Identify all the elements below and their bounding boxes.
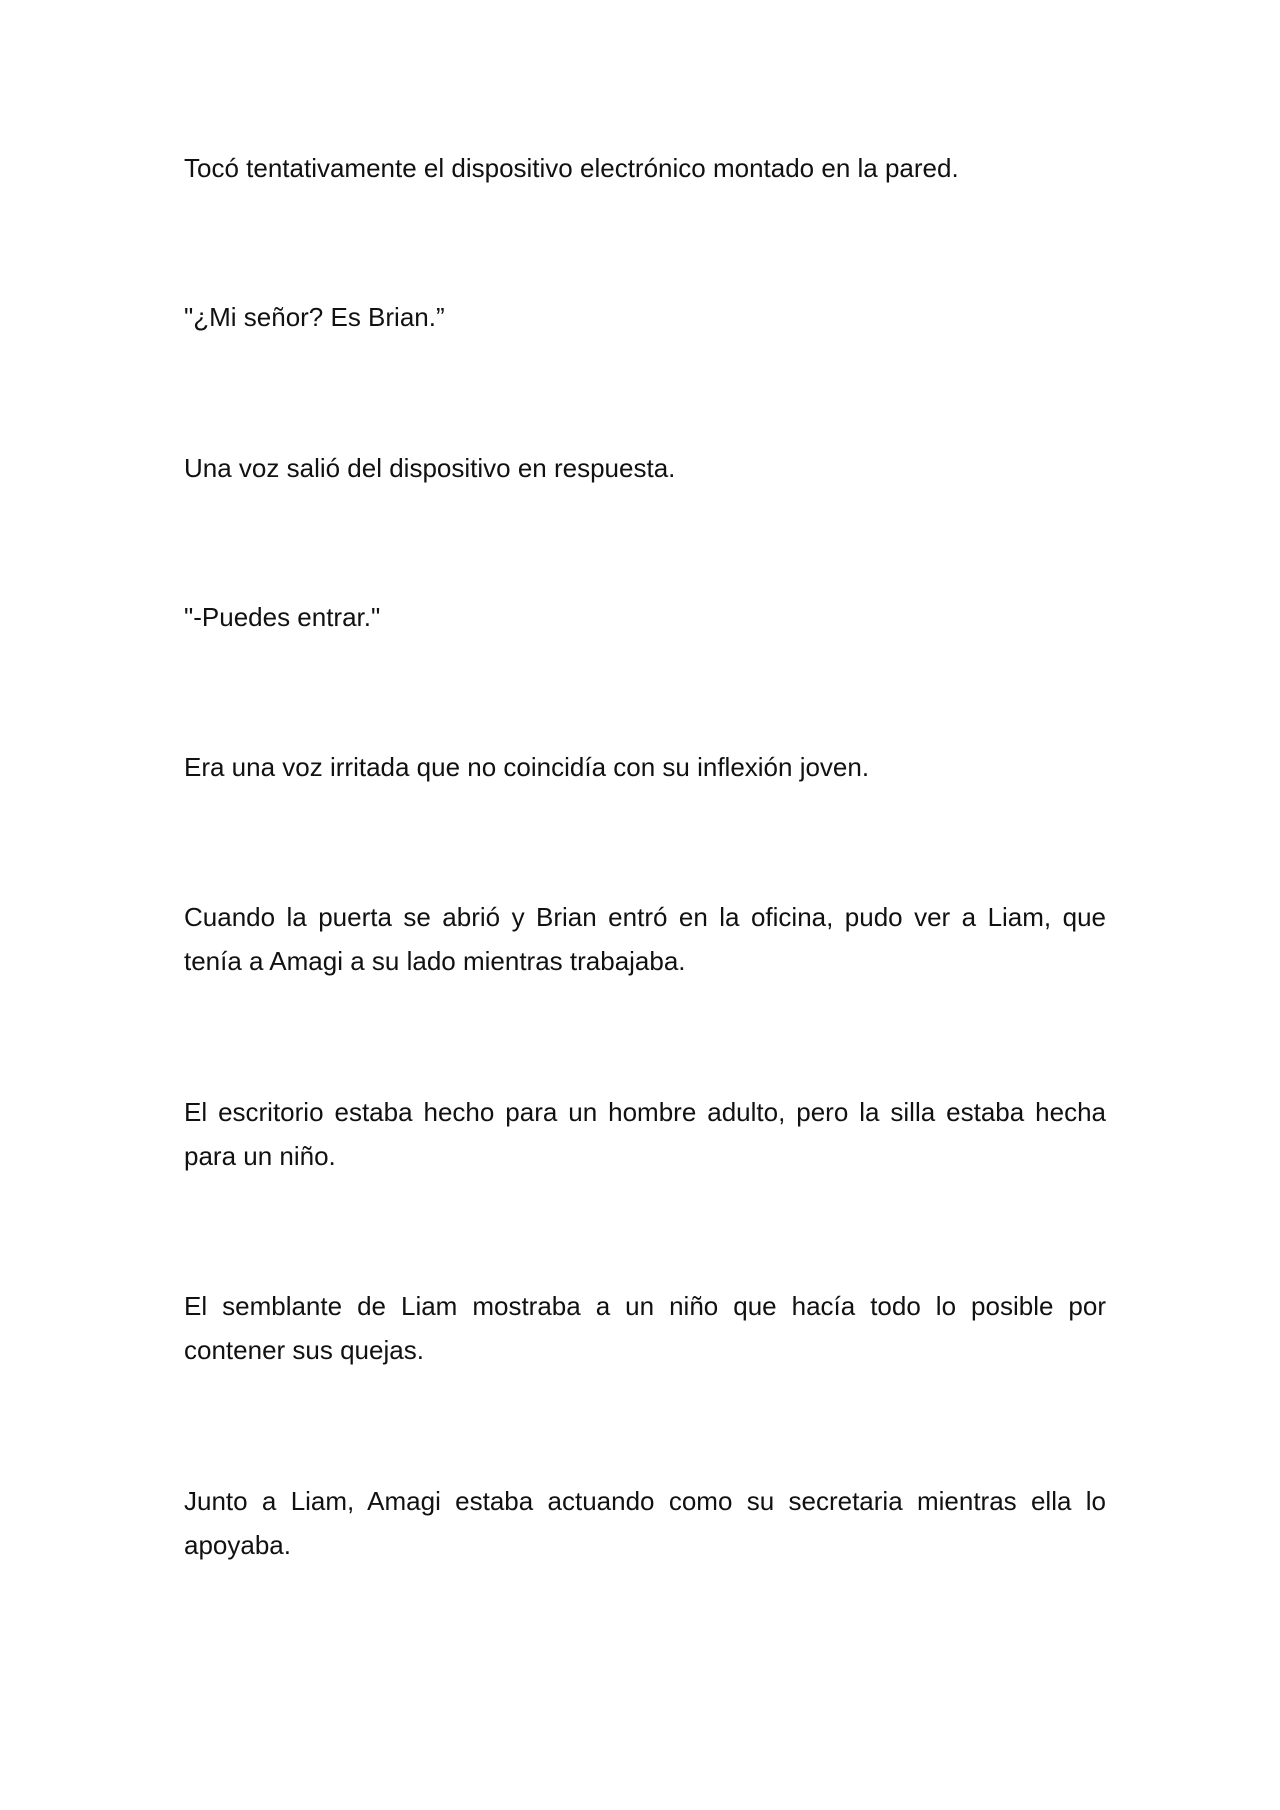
paragraph-2: "¿Mi señor? Es Brian.” bbox=[184, 302, 445, 332]
paragraph-9: Junto a Liam, Amagi estaba actuando como su secretaria mientras ella lo apoyaba. bbox=[184, 1486, 1106, 1560]
paragraph-5: Era una voz irritada que no coincidía con su inflexión joven. bbox=[184, 752, 870, 782]
paragraph-6: Cuando la puerta se abrió y Brian entró en la oficina, pudo ver a Liam, que tenía a Amagi a su lado mientras trabajaba. bbox=[184, 902, 1106, 976]
paragraph-1: Tocó tentativamente el dispositivo electrónico montado en la pared. bbox=[184, 153, 959, 183]
paragraph-3: Una voz salió del dispositivo en respuesta. bbox=[184, 453, 676, 483]
paragraph-7: El escritorio estaba hecho para un hombre adulto, pero la silla estaba hecha para un niño. bbox=[184, 1097, 1106, 1171]
paragraph-8: El semblante de Liam mostraba a un niño que hacía todo lo posible por contener sus quejas. bbox=[184, 1291, 1106, 1365]
paragraph-4: "-Puedes entrar." bbox=[184, 602, 381, 632]
